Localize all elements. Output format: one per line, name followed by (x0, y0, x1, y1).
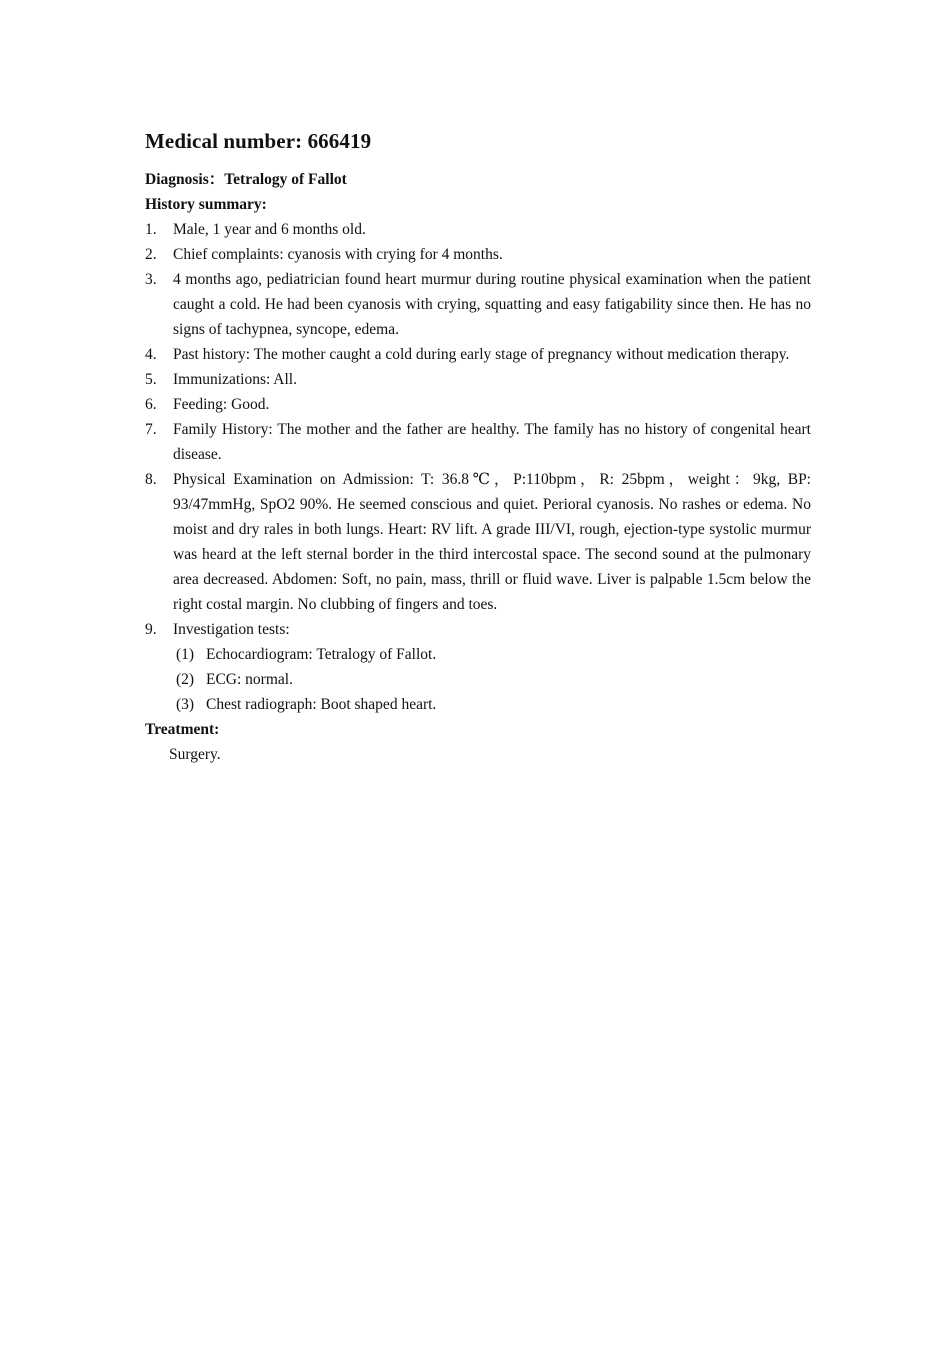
list-item (145, 267, 811, 342)
investigation-list (145, 642, 811, 717)
item-number: 9. (145, 621, 157, 638)
list-item (176, 692, 811, 717)
treatment-heading: Treatment: (145, 721, 220, 738)
item-text: Echocardiogram: Tetralogy of Fallot. (206, 646, 437, 663)
list-item (145, 617, 811, 642)
item-text: Past history: The mother caught a cold during early stage of pregnancy without medication therapy. (173, 346, 790, 363)
item-number: 7. (145, 421, 157, 438)
treatment-text: Surgery. (169, 746, 221, 763)
list-item (176, 667, 811, 692)
list-item (145, 342, 811, 367)
list-item (145, 467, 811, 617)
item-number: 6. (145, 396, 157, 413)
list-item (145, 392, 811, 417)
history-list (145, 217, 811, 642)
page-title: Medical number: 666419 (145, 129, 372, 153)
list-item (145, 417, 811, 467)
item-number: 5. (145, 371, 157, 388)
item-text: Feeding: Good. (173, 396, 270, 413)
item-text: Physical Examination on Admission: T: 36.8℃，P:110bpm，R: 25bpm，weight：9kg, BP: 93/47mmHg, SpO2 90%. He seemed conscious and quiet. Perioral cyanosis. No rashes or edema. No moist and dry rales in both lungs. Heart: RV lift. A grade III/VI, rough, ejection-type systolic murmur was heard at the left sternal border in the third intercostal space. The second sound at the pulmonary area decreased. Abdomen: Soft, no pain, mass, thrill or fluid wave. Liver is palpable 1.5cm below the right costal margin. No clubbing of fingers and toes. (173, 471, 811, 613)
document-page (145, 127, 811, 767)
item-text: Male, 1 year and 6 months old. (173, 221, 366, 238)
item-text: Investigation tests: (173, 621, 290, 638)
diagnosis-line: Diagnosis：Tetralogy of Fallot (145, 171, 347, 188)
list-item (176, 642, 811, 667)
list-item (145, 217, 811, 242)
item-number: 3. (145, 271, 157, 288)
item-text: Chief complaints: cyanosis with crying for 4 months. (173, 246, 503, 263)
list-item (145, 242, 811, 267)
item-number: (1) (176, 646, 195, 663)
list-item (145, 367, 811, 392)
item-text: 4 months ago, pediatrician found heart murmur during routine physical examination when the patient caught a cold. He had been cyanosis with crying, squatting and easy fatigability since then. He has no signs of tachypnea, syncope, edema. (173, 271, 811, 338)
history-heading: History summary: (145, 196, 267, 213)
item-text: ECG: normal. (206, 671, 293, 688)
item-number: 1. (145, 221, 157, 238)
item-text: Immunizations: All. (173, 371, 297, 388)
item-number: 2. (145, 246, 157, 263)
item-number: 8. (145, 471, 157, 488)
item-number: (2) (176, 671, 195, 688)
item-text: Chest radiograph: Boot shaped heart. (206, 696, 437, 713)
item-number: 4. (145, 346, 157, 363)
item-text: Family History: The mother and the father are healthy. The family has no history of congenital heart disease. (173, 421, 811, 463)
item-number: (3) (176, 696, 195, 713)
